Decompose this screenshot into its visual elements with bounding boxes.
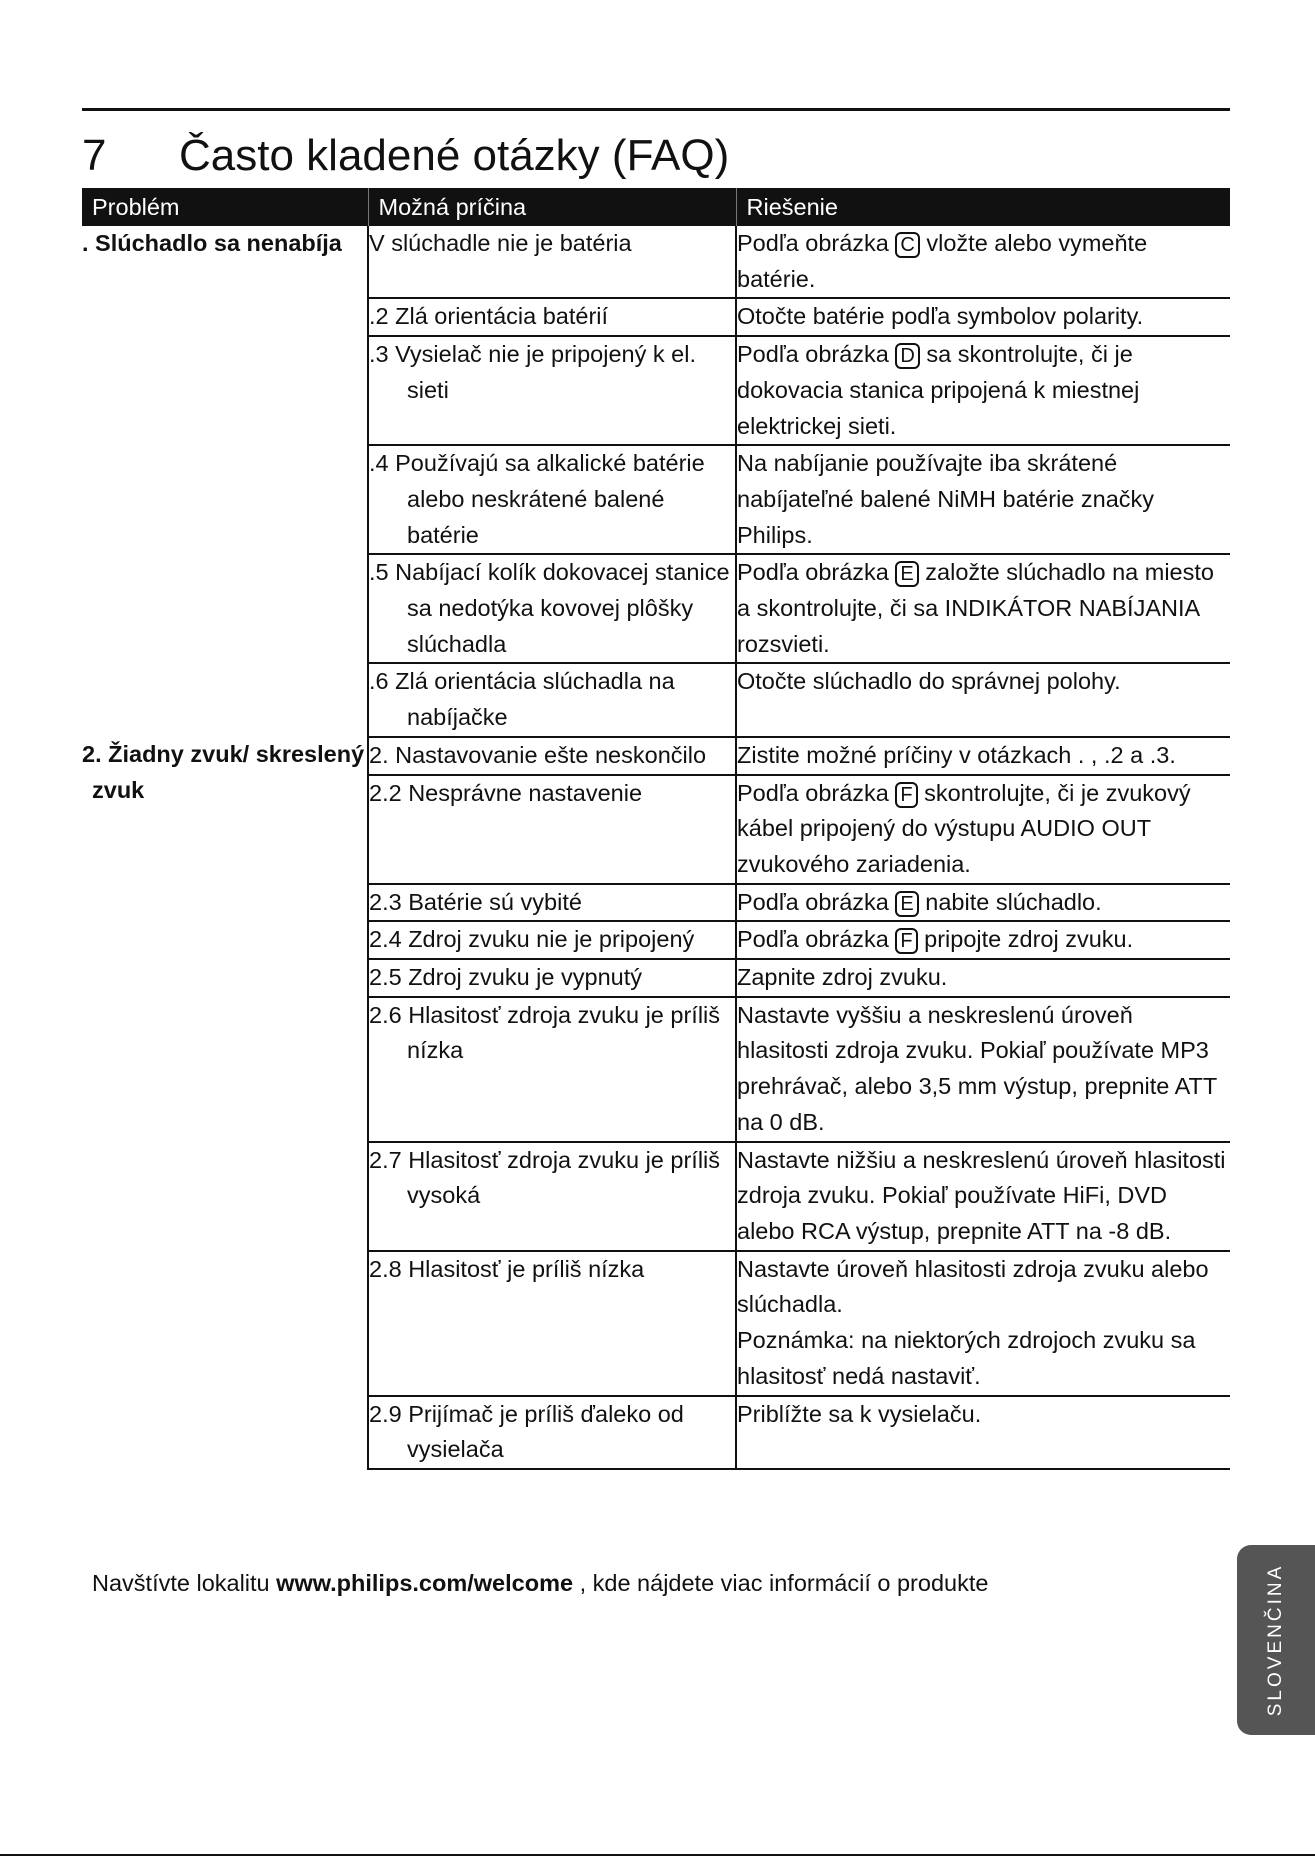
- solution-text: Podľa obrázka: [737, 341, 889, 368]
- solution-text-cont: založte slúchadlo na miesto a skontrolujte, či sa INDIKÁTOR NABÍJANIA rozsvieti.: [737, 559, 1214, 657]
- cause-cell: [368, 663, 736, 736]
- solution-text-cont: nabite slúchadlo.: [925, 888, 1102, 915]
- cause-text: .2 Zlá orientácia batérií: [369, 303, 609, 330]
- solution-text-cont: vložte alebo vymeňte batérie.: [737, 230, 1148, 292]
- cause-cell: [368, 445, 736, 554]
- solution-cell: [736, 997, 1230, 1142]
- solution-text: Nastavte úroveň hlasitosti zdroja zvuku alebo slúchadla.: [737, 1255, 1209, 1318]
- cause-text: .3 Vysielač nie je pripojený k el. sieti: [369, 341, 696, 403]
- chapter-title-text: Často kladené otázky (FAQ): [179, 131, 730, 180]
- language-tab-label: SLOVENČINA: [1265, 1563, 1286, 1717]
- problem-cell: [82, 737, 368, 1469]
- cause-text: .4 Používajú sa alkalické batérie alebo neskrátené balené batérie: [369, 450, 705, 548]
- cause-text: 2.2 Nesprávne nastavenie: [369, 779, 643, 806]
- website-link[interactable]: www.philips.com/welcome: [276, 1570, 574, 1596]
- solution-text: Podľa obrázka: [737, 559, 889, 586]
- cause-cell: [368, 298, 736, 336]
- solution-text: Podľa obrázka: [737, 230, 889, 256]
- cause-text: .6 Zlá orientácia slúchadla na nabíjačke: [369, 668, 675, 731]
- solution-text: Otočte batérie podľa symbolov polarity.: [737, 303, 1144, 330]
- cause-cell: [368, 226, 736, 298]
- footer-suffix: , kde nájdete viac informácií o produkte: [579, 1570, 989, 1596]
- solution-text: Zapnite zdroj zvuku.: [737, 964, 948, 991]
- table-row: [82, 226, 1230, 298]
- faq-table-body: [82, 226, 1230, 1469]
- solution-text: Priblížte sa k vysielaču.: [737, 1400, 982, 1427]
- problem-cell: [82, 226, 368, 737]
- solution-text-cont: skontrolujte, či je zvukový kábel pripojený do výstupu AUDIO OUT zvukového zariadenia.: [737, 779, 1191, 877]
- solution-cell: [736, 663, 1230, 736]
- header-problem: Problém: [82, 188, 368, 226]
- chapter-number: 7: [82, 131, 107, 180]
- cause-text: 2.9 Prijímač je príliš ďaleko od vysielača: [369, 1400, 684, 1463]
- solution-text: Na nabíjanie používajte iba skrátené nabíjateľné balené NiMH batérie značky Philips.: [737, 450, 1155, 548]
- cause-cell: [368, 884, 736, 922]
- solution-text: Podľa obrázka: [737, 888, 889, 915]
- cause-text: 2.8 Hlasitosť je príliš nízka: [369, 1255, 645, 1282]
- figure-ref-badge: F: [895, 782, 917, 808]
- cause-cell: [368, 1396, 736, 1469]
- cause-cell: [368, 1142, 736, 1251]
- top-rule: [82, 108, 1230, 111]
- solution-cell: [736, 737, 1230, 775]
- solution-text: Podľa obrázka: [737, 926, 889, 953]
- footer-prefix: Navštívte lokalitu: [92, 1570, 270, 1596]
- bottom-rule: [0, 1854, 1315, 1856]
- table-row: [82, 737, 1230, 775]
- solution-note: Poznámka: na niektorých zdrojoch zvuku sa hlasitosť nedá nastaviť.: [737, 1327, 1196, 1389]
- solution-cell: [736, 775, 1230, 884]
- solution-cell: [736, 445, 1230, 554]
- cause-cell: [368, 554, 736, 663]
- solution-cell: [736, 884, 1230, 922]
- header-solution: Riešenie: [736, 188, 1230, 226]
- figure-ref-badge: E: [895, 891, 918, 917]
- faq-table: [82, 188, 1230, 1470]
- solution-text-cont: sa skontrolujte, či je dokovacia stanica pripojená k miestnej elektrickej sieti.: [737, 341, 1140, 439]
- cause-text: 2.7 Hlasitosť zdroja zvuku je príliš vysoká: [369, 1146, 721, 1209]
- solution-cell: [736, 298, 1230, 336]
- solution-text: Otočte slúchadlo do správnej polohy.: [737, 668, 1121, 695]
- language-tab: [1237, 1545, 1315, 1735]
- solution-text: Podľa obrázka: [737, 779, 889, 806]
- cause-cell: [368, 959, 736, 997]
- table-header-row: [82, 188, 1230, 226]
- cause-text: 2.5 Zdroj zvuku je vypnutý: [369, 964, 642, 991]
- cause-cell: [368, 1251, 736, 1396]
- cause-text: 2.6 Hlasitosť zdroja zvuku je príliš nízka: [369, 1001, 721, 1064]
- cause-cell: [368, 997, 736, 1142]
- cause-text: .5 Nabíjací kolík dokovacej stanice sa nedotýka kovovej plôšky slúchadla: [369, 559, 730, 657]
- solution-cell: [736, 336, 1230, 445]
- solution-cell: [736, 921, 1230, 959]
- cause-text: V slúchadle nie je batéria: [369, 230, 632, 256]
- figure-ref-badge: C: [895, 232, 919, 258]
- solution-cell: [736, 959, 1230, 997]
- cause-cell: [368, 336, 736, 445]
- cause-text: 2. Nastavovanie ešte neskončilo: [369, 741, 707, 768]
- cause-text: 2.3 Batérie sú vybité: [369, 888, 582, 915]
- solution-cell: [736, 226, 1230, 298]
- solution-text: Nastavte vyššiu a neskreslenú úroveň hlasitosti zdroja zvuku. Pokiaľ používate MP3 prehrávač, alebo 3,5 mm výstup, prepnite ATT na 0 dB.: [737, 1001, 1217, 1135]
- chapter-title: [82, 126, 729, 186]
- figure-ref-badge: F: [895, 928, 917, 954]
- cause-cell: [368, 921, 736, 959]
- problem-text: . Slúchadlo sa nenabíja: [82, 230, 342, 256]
- cause-text: 2.4 Zdroj zvuku nie je pripojený: [369, 926, 695, 953]
- cause-cell: [368, 775, 736, 884]
- footer-note: [92, 1565, 988, 1601]
- cause-cell: [368, 737, 736, 775]
- solution-cell: [736, 1142, 1230, 1251]
- figure-ref-badge: E: [895, 561, 918, 587]
- solution-cell: [736, 1251, 1230, 1396]
- problem-text: 2. Žiadny zvuk/ skreslený zvuk: [82, 740, 365, 803]
- solution-cell: [736, 554, 1230, 663]
- header-cause: Možná príčina: [368, 188, 736, 226]
- solution-text: Nastavte nižšiu a neskreslenú úroveň hlasitosti zdroja zvuku. Pokiaľ používate HiFi, DVD alebo RCA výstup, prepnite ATT na -8 dB.: [737, 1146, 1226, 1244]
- solution-text-cont: pripojte zdroj zvuku.: [924, 926, 1134, 953]
- figure-ref-badge: D: [895, 343, 919, 369]
- solution-text: Zistite možné príčiny v otázkach . , .2 a .3.: [737, 741, 1176, 768]
- solution-cell: [736, 1396, 1230, 1469]
